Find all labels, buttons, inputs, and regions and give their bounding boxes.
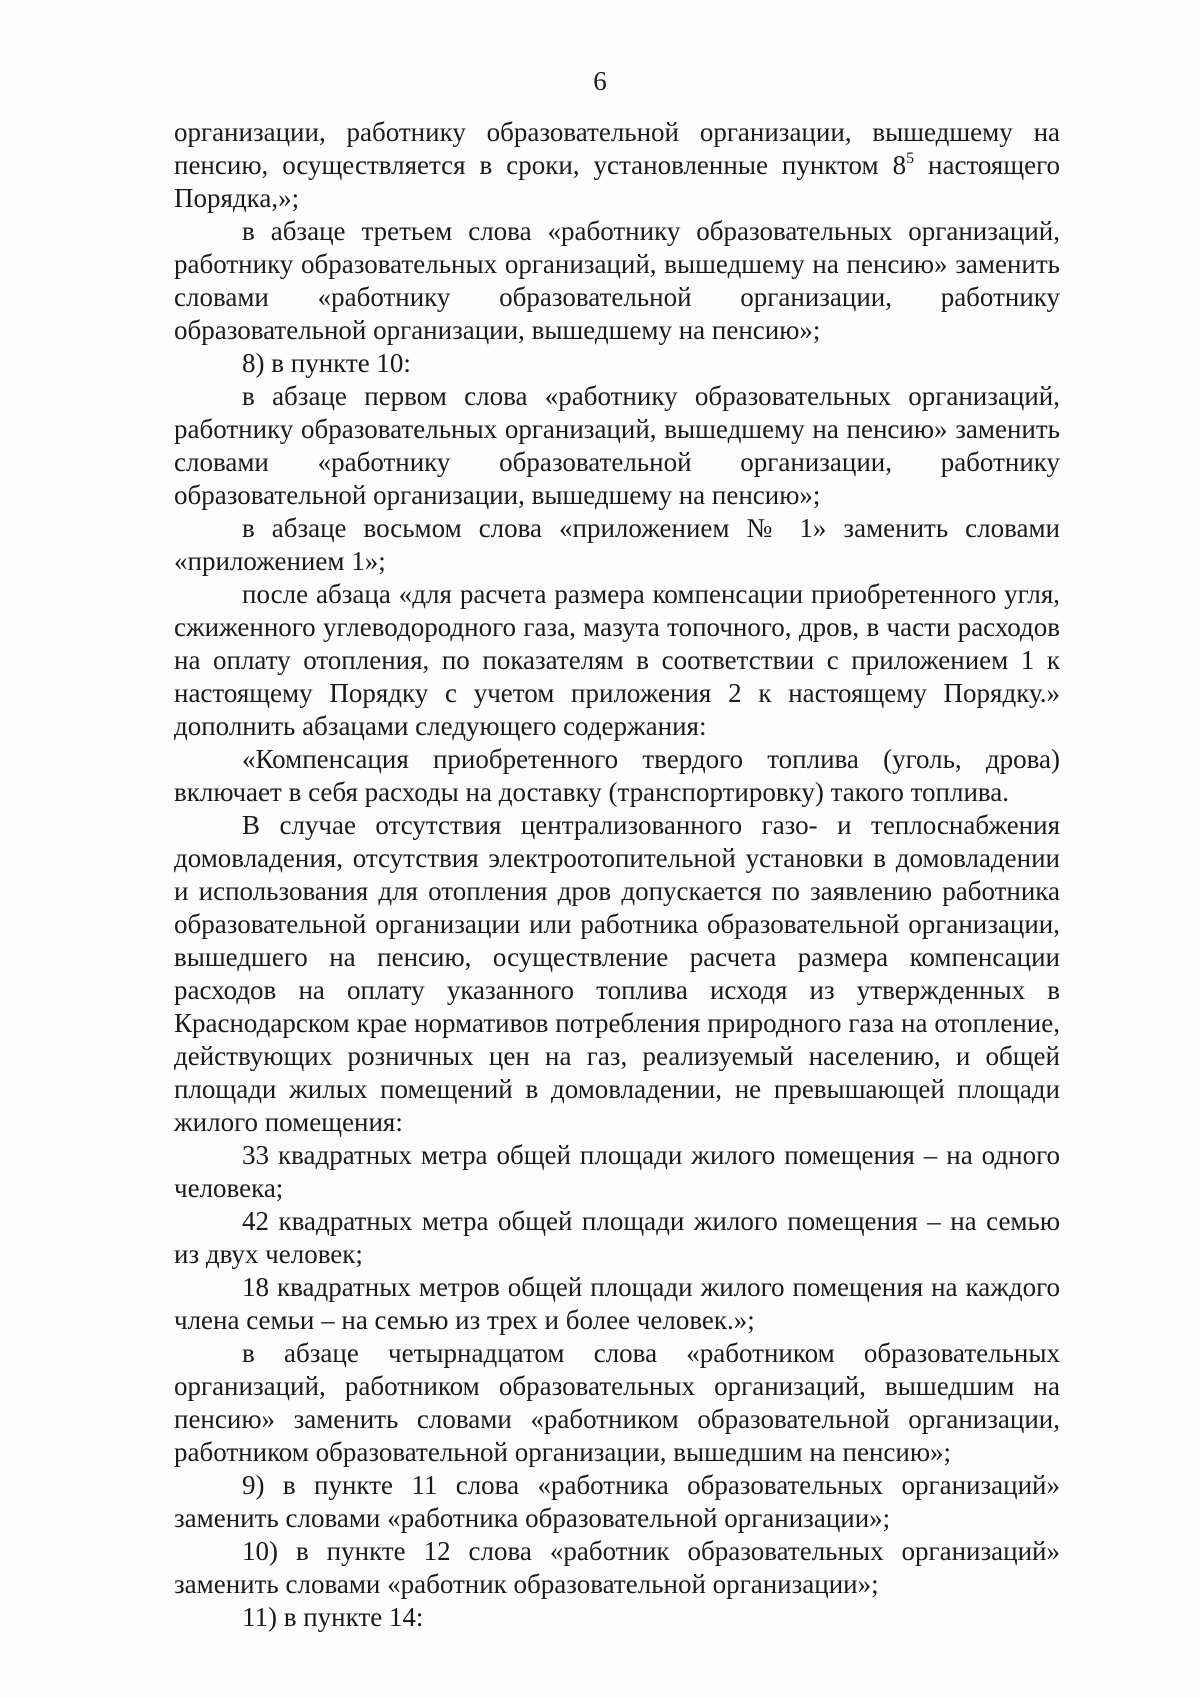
paragraph-text-end: настоящего Порядка,»; <box>174 150 1060 213</box>
paragraph: 42 квадратных метра общей площади жилого помещения – на семью из двух человек; <box>174 1206 1060 1269</box>
paragraph: в абзаце третьем слова «работнику образовательных организаций, работнику образовательных организаций, вышедшему на пенсию» заменить словами «работнику образовательной организации, работнику образовательной организации, вышедшему на пенсию»; <box>174 216 1060 345</box>
paragraph: после абзаца «для расчета размера компенсации приобретенного угля, сжиженного углеводородного газа, мазута топочного, дров, в части расходов на оплату отопления, по показателям в соответствии с приложением 1 к настоящему Порядку с учетом приложения 2 к настоящему Порядку.» дополнить абзацами следующего содержания: <box>174 579 1060 741</box>
superscript: 5 <box>906 150 915 167</box>
paragraph-continuation <box>174 116 1060 215</box>
paragraph: 8) в пункте 10: <box>242 348 411 378</box>
paragraph: «Компенсация приобретенного твердого топлива (уголь, дрова) включает в себя расходы на доставку (транспортировку) такого топлива. <box>174 744 1060 807</box>
paragraph: 9) в пункте 11 слова «работника образовательных организаций» заменить словами «работника образовательной организации»; <box>174 1470 1060 1533</box>
paragraph: 10) в пункте 12 слова «работник образовательных организаций» заменить словами «работник образовательной организации»; <box>174 1536 1060 1599</box>
document-body <box>174 116 1060 1634</box>
paragraph-text: организации, работнику образовательной организации, вышедшему на пенсию, осуществляется в сроки, установленные пунктом 8 <box>174 117 1060 180</box>
paragraph: 11) в пункте 14: <box>242 1602 424 1632</box>
paragraph: в абзаце четырнадцатом слова «работником образовательных организаций, работником образовательных организаций, вышедшим на пенсию» заменить словами «работником образовательной организации, работником образовательной организации, вышедшим на пенсию»; <box>174 1338 1060 1467</box>
paragraph: 18 квадратных метров общей площади жилого помещения на каждого члена семьи – на семью из трех и более человек.»; <box>174 1272 1060 1335</box>
paragraph: 33 квадратных метра общей площади жилого помещения – на одного человека; <box>174 1140 1060 1203</box>
page-number: 6 <box>593 66 607 96</box>
paragraph: в абзаце первом слова «работнику образовательных организаций, работнику образовательных организаций, вышедшему на пенсию» заменить словами «работнику образовательной организации, работнику образовательной организации, вышедшему на пенсию»; <box>174 381 1060 510</box>
paragraph: в абзаце восьмом слова «приложением № 1» заменить словами «приложением 1»; <box>174 513 1060 576</box>
paragraph: В случае отсутствия централизованного газо- и теплоснабжения домовладения, отсутствия электроотопительной установки в домовладении и использования для отопления дров допускается по заявлению работника образовательной организации или работника образовательной организации, вышедшего на пенсию, осуществление расчета размера компенсации расходов на оплату указанного топлива исходя из утвержденных в Краснодарском крае нормативов потребления природного газа на отопление, действующих розничных цен на газ, реализуемый населению, и общей площади жилых помещений в домовладении, не превышающей площади жилого помещения: <box>174 810 1060 1137</box>
